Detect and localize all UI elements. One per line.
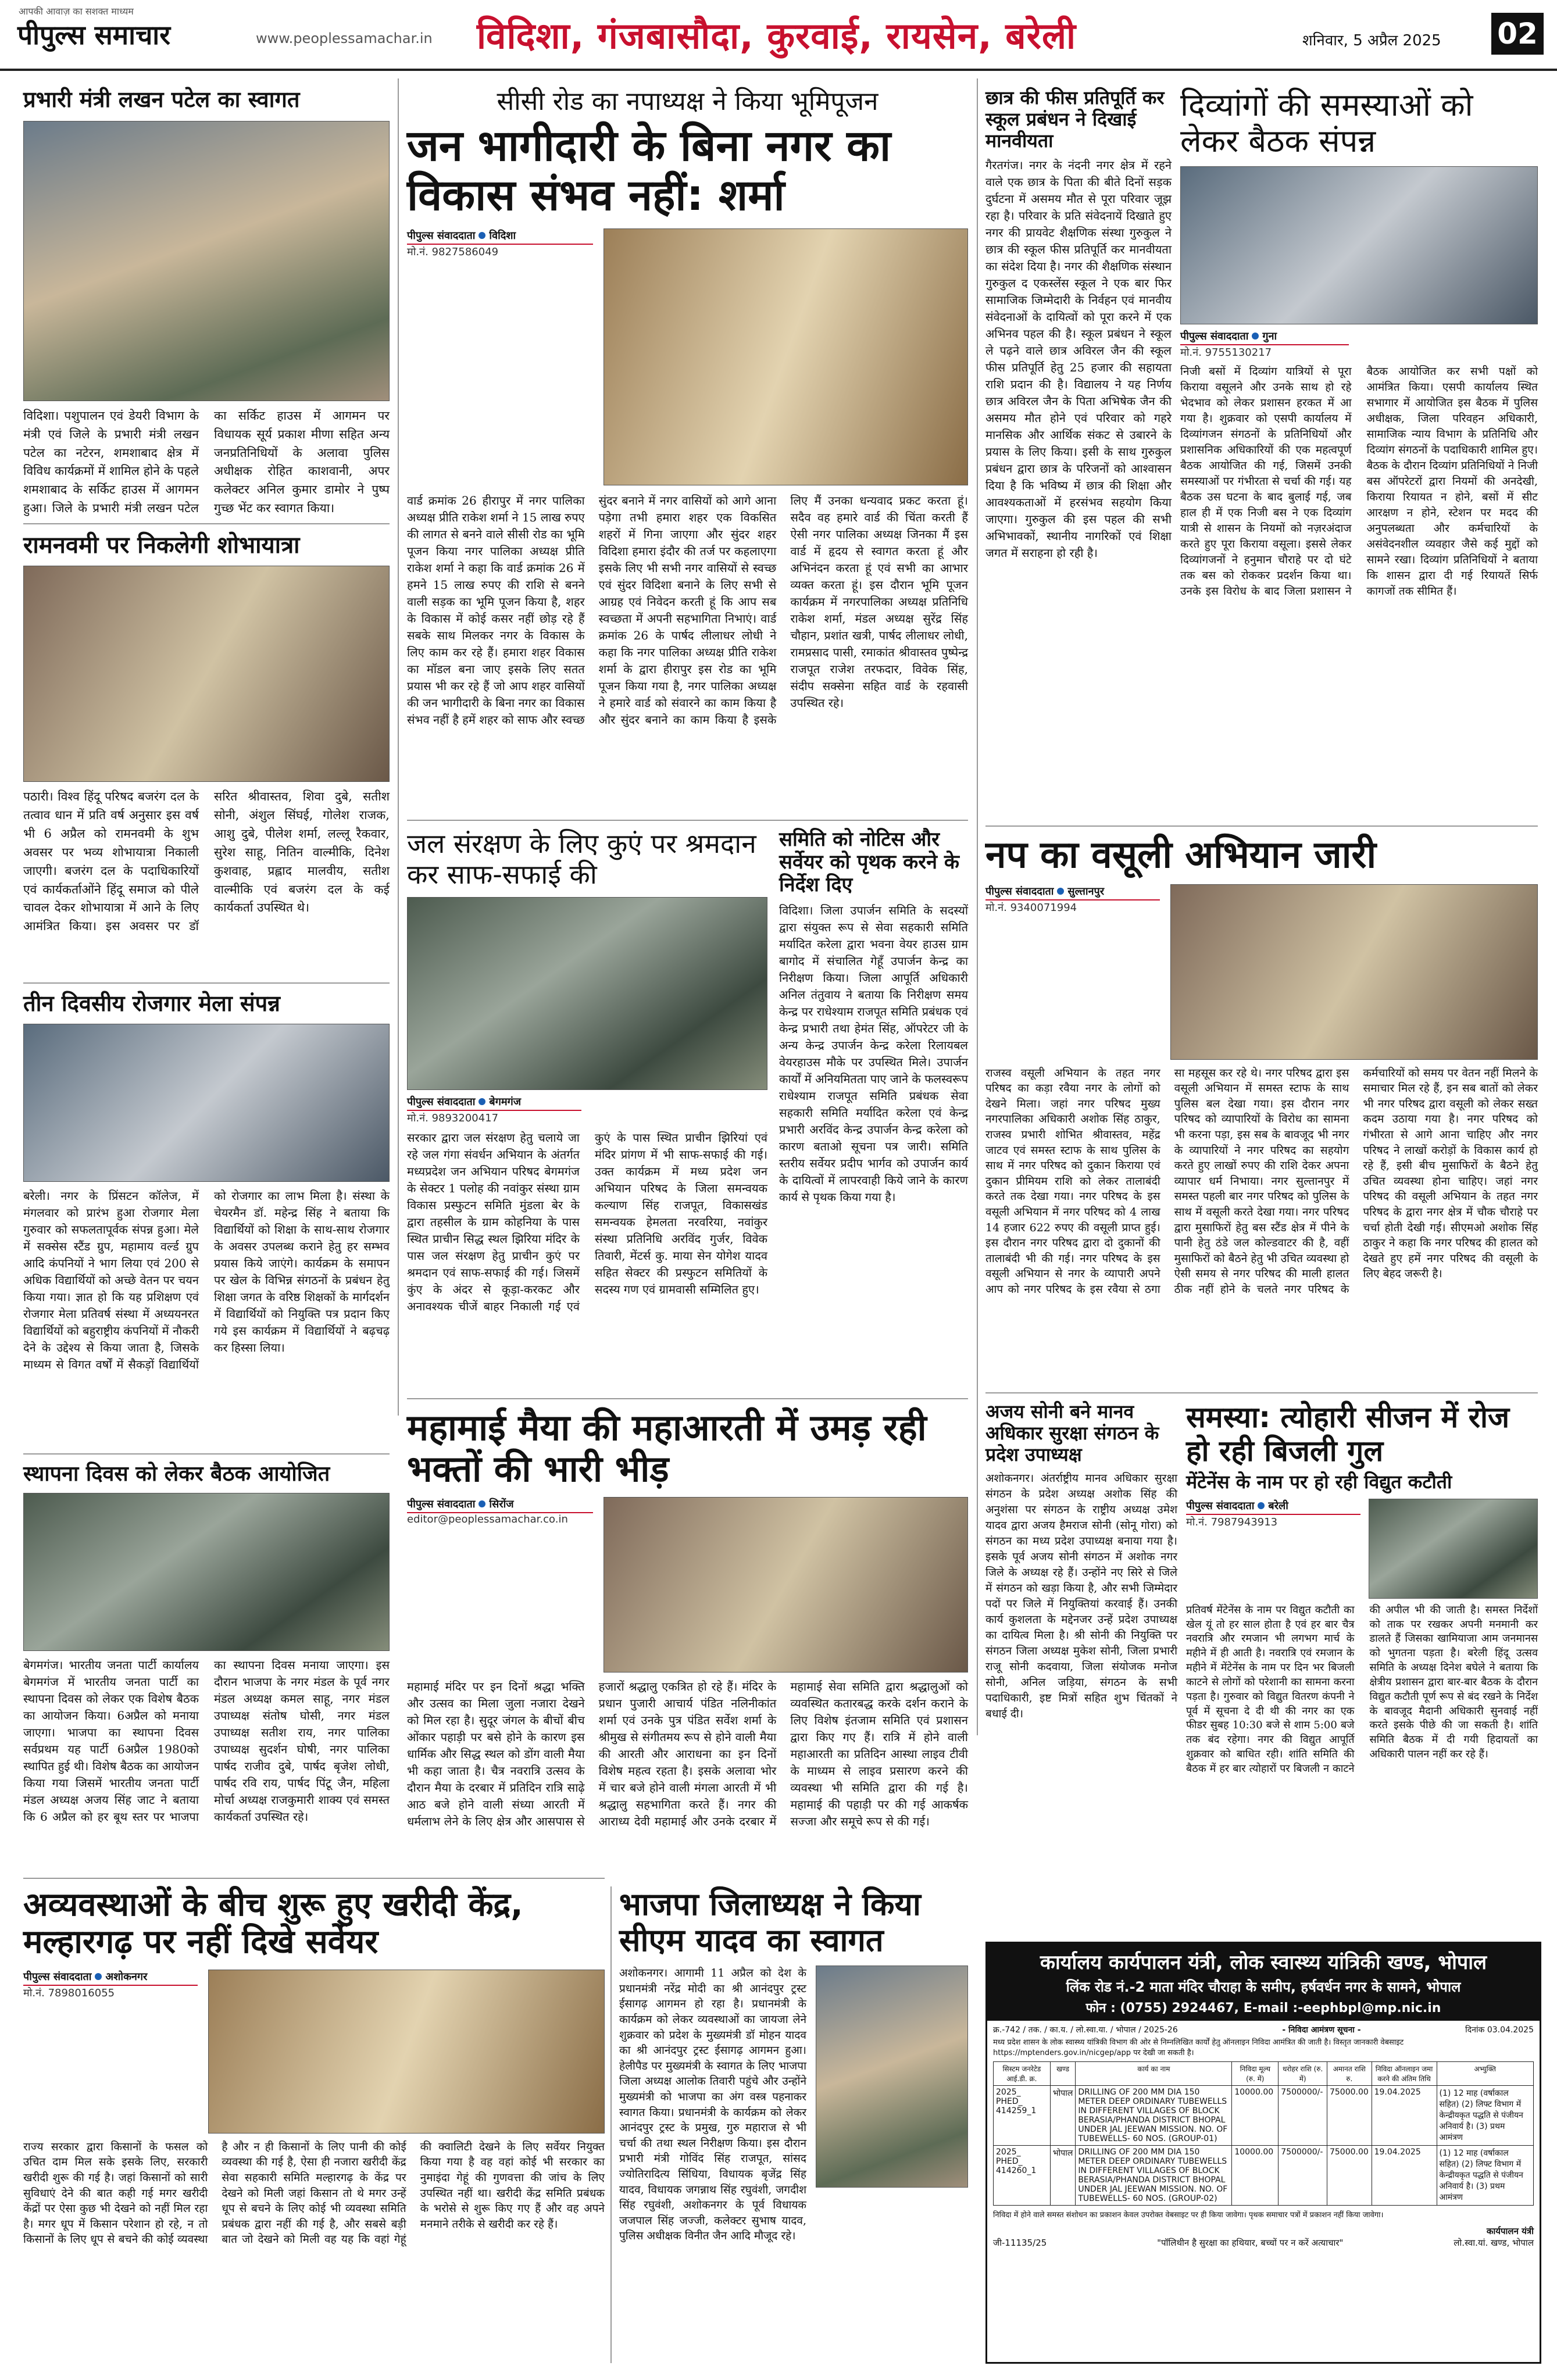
divider (407, 1398, 968, 1399)
table-cell-cost: 10000.00 (1232, 2086, 1279, 2146)
article-photo (23, 1493, 390, 1651)
column-header: खण्ड (1050, 2062, 1076, 2086)
table-cell-date: 19.04.2025 (1372, 2086, 1437, 2146)
article-minister-welcome (23, 87, 390, 518)
byline: पीपुल्स संवाददाता बेगमगंज (407, 1095, 581, 1111)
article-title: रामनवमी पर निकलेगी शोभायात्रा (23, 532, 300, 559)
tender-table (993, 2061, 1534, 2206)
byline: पीपुल्स संवाददाता बरेली (1186, 1499, 1360, 1515)
bullet-icon (95, 1973, 102, 1980)
article-foundation-day (23, 1462, 390, 1825)
reporter-mobile: मो.नं. 9755130217 (1180, 346, 1272, 359)
column-header: कार्य का नाम (1076, 2062, 1232, 2086)
column-divider (398, 78, 399, 1416)
ad-office: कार्यालय कार्यपालन यंत्री, लोक स्वास्थ्य यांत्रिकी खण्ड, भोपाल (987, 1943, 1540, 1976)
article-title: अजय सोनी बने मानव अधिकार सुरक्षा संगठन के प्रदेश उपाध्यक्ष (985, 1400, 1159, 1466)
article-body: विदिशा। पशुपालन एवं डेयरी विभाग के मंत्री एवं जिले के प्रभारी मंत्री लखन पटेल का नटेरन, शमशाबाद क्षेत्र में विविध कार्यक्रमों में शामिल होने के पहले शमशाबाद के सर्किट हाउस में आगमन हुआ। जिले के प्रभारी मंत्री लखन पटेल का सर्किट हाउस में आगमन पर विधायक सूर्य प्रकाश मीणा सहित अन्य जनप्रतिनिधियों के अलावा पुलिस अधीक्षक रोहित काशवानी, अपर कलेक्टर अनिल कुमार डामोर ने पुष्प गुच्छ भेंट कर स्वागत किया। (23, 408, 390, 516)
article-body: बरेली। नगर के प्रिंसटन कॉलेज, में मंगलवार को प्रारंभ हुआ रोजगार मेला गुरुवार को सफलतापूर्वक संपन्न हुआ। मेले में सक्सेस स्टैंड ग्रुप, महामाय वर्ल्ड ग्रुप आदि कंपनियों ने भाग लिया एवं 200 से अधिक विद्यार्थियों को अच्छे वेतन पर चयन किया गया। ज्ञात हो कि यह प्रशिक्षण एवं रोजगार मेला प्रतिवर्ष संस्था में अध्ययनरत विद्यार्थियों को बहुराष्ट्रीय कंपनियों में नौकरी देने के उद्देश्य से किया जाता है, जिसके माध्यम से विगत वर्षों में सैकड़ों विद्यार्थियों को रोजगार का लाभ मिला है। संस्था के चेयरमैन डॉ. महेन्द्र सिंह ने बताया कि विद्यार्थियों को शिक्षा के साथ-साथ रोजगार के अवसर उपलब्ध कराने हेतु हर सम्भव प्रयास किये जाएंगे। कार्यक्रम के समापन पर खेल के विभिन्न संगठनों के प्रबंधन हेतु शिक्षा जगत के वरिष्ठ शिक्षकों के मार्गदर्शन में विद्यार्थियों को नियुक्ति पत्र प्रदान किए गये इस कार्यक्रम में विद्यार्थियों ने बढ़चढ़ कर हिस्सा लिया। (23, 1188, 390, 1371)
ad-intro: मध्य प्रदेश शासन के लोक स्वास्थ्य यांत्रिकी विभाग की ओर से निम्नलिखित कार्यों हेतु ऑनलाइन निविदा आमंत्रित की जाती है। विस्तृत जानकारी वेबसाइट https://mptenders.gov.in/nicgep/app पर देखी जा सकती है। (993, 2038, 1404, 2057)
article-body: सरकार द्वारा जल संरक्षण हेतु चलाये जा रहे जल गंगा संवर्धन अभियान के अंतर्गत मध्यप्रदेश जन अभियान परिषद बेगमगंज के सेक्टर 1 पलोह की नवांकुर संस्था ग्राम विकास प्रस्फुटन समिति मुंडला बेर के द्वारा तहसील के ग्राम कोहनिया के पास स्थित प्राचीन सिद्ध स्थल झिरिया मंदिर के पास जल संरक्षण हेतु प्राचीन कुएं पर श्रमदान एवं साफ-सफाई की गई। जिसमें कुंए के अंदर से कूड़ा-करकट और अनावश्यक चीजें बाहर निकाली गई एवं कुएं के पास स्थित प्राचीन झिरियां एवं मंदिर प्रांगण में भी साफ-सफाई की गई। उक्त कार्यक्रम में मध्य प्रदेश जन अभियान परिषद के जिला समन्वयक कल्याण सिंह राजपूत, विकासखंड समन्वयक हेमलता नरवरिया, नवांकुर संस्था प्रतिनिधि अरविंद गुर्जर, विवेक तिवारी, मेंटर्स कु. माया सेन योगेश यादव सहित सेक्टर की प्रस्फुटन समितियों के सदस्य गण एवं ग्रामवासी सम्मिलित हुए। (407, 1130, 767, 1313)
table-cell-id: 2025_ PHED_ 414260_1 (994, 2146, 1051, 2206)
article-kicker: सीसी रोड का नपाध्यक्ष ने किया भूमिपूजन (497, 87, 879, 116)
article-title: दिव्यांगों की समस्याओं को लेकर बैठक संपन्न (1180, 87, 1473, 160)
website-link[interactable]: www.peoplessamachar.in (256, 30, 433, 47)
issue-date: शनिवार, 5 अप्रैल 2025 (1302, 32, 1441, 49)
ad-code: जी-11135/25 (993, 2238, 1047, 2249)
article-title: प्रभारी मंत्री लखन पटेल का स्वागत (23, 87, 300, 112)
article-cc-road (407, 87, 968, 728)
article-title: जन भागीदारी के बिना नगर का विकास संभव नहीं: शर्मा (407, 120, 891, 220)
edition-cities: विदिशा, गंजबासौदा, कुरवाई, रायसेन, बरेली (477, 15, 1077, 57)
article-photo (603, 228, 968, 485)
article-subtitle: मेंटेनेंस के नाम पर हो रही विद्युत कटौती (1186, 1471, 1452, 1493)
article-mahamai-aarti (407, 1407, 968, 1830)
masthead (0, 0, 1557, 71)
divider (407, 820, 968, 821)
article-body: राज्य सरकार द्वारा किसानों के फसल को उचित दाम मिल सके इसके लिए, सरकारी खरीदी शुरू की गई है। जहां किसानों को सारी सुविधाएं देने की बात कही गई मगर खरीदी केंद्रों पर ऐसा कुछ भी देखने को नहीं मिल रहा है। मगर धूप में किसान परेशान हो रहे, न तो किसानों के लिए धूप से बचने की कोई व्यवस्था है और न ही किसानों के लिए पानी की कोई व्यवस्था की गई है, ऐसा ही नजारा खरीदी केंद्र सेवा सहकारी समिति मल्हारगढ़ के केंद्र पर देखने को मिली जहां किसान तो थे मगर उन्हें धूप से बचने के लिए कोई भी व्यवस्था समिति प्रबंधक द्वारा नहीं की गई है, और सबसे बड़ी बात जो देखने को मिली वह यह कि वहां गेहूं की क्वालिटी देखने के लिए सर्वेयर नियुक्त किया गया है वह वहां कोई भी सरकार का नुमाइंदा गेहूं की गुणवत्ता की जांच के लिए उपस्थित नहीं था। खरीदी केंद्र समिति प्रबंधक के भरोसे से शुरू किए गए हैं और वह अपने मनमाने तरीके से खरीदी कर रहे हैं। (23, 2140, 605, 2246)
ad-contact: फोन : (0755) 2924467, E-mail :-eephbpl@mp.nic.in (987, 1997, 1540, 2021)
ad-ref-date: दिनांक 03.04.2025 (1465, 2025, 1534, 2035)
table-row (994, 2146, 1534, 2206)
article-title: अव्यवस्थाओं के बीच शुरू हुए खरीदी केंद्र, मल्हारगढ़ पर नहीं दिखे सर्वेयर (23, 1886, 523, 1961)
reporter-mobile: मो.नं. 9340071994 (985, 901, 1077, 914)
column-header: निविदा ऑनलाइन जमा करने की अंतिम तिथि (1372, 2062, 1437, 2086)
article-title: जल संरक्षण के लिए कुएं पर श्रमदान कर साफ-सफाई की (407, 828, 756, 890)
table-cell-division: भोपाल (1050, 2146, 1076, 2206)
ad-address: लिंक रोड नं.-2 माता मंदिर चौराहा के समीप, हर्षवर्धन नगर के सामने, भोपाल (987, 1976, 1540, 1997)
divider (23, 982, 390, 984)
ad-sign-office: लो.स्वा.यां. खण्ड, भोपाल (1454, 2238, 1534, 2249)
byline: पीपुल्स संवाददाता अशोकनगर (23, 1970, 198, 1986)
table-header-row (994, 2062, 1534, 2086)
email-link[interactable]: editor@peoplessamachar.co.in (407, 1513, 568, 1525)
ad-slogan: "पॉलिथीन है सुरक्षा का हथियार, बच्चों पर न करें अत्याचार" (1157, 2238, 1344, 2249)
column-header: सिस्टम जनरेटेड आई.डी. क्र. (994, 2062, 1051, 2086)
table-row (994, 2086, 1534, 2146)
article-body: निजी बसों में दिव्यांग यात्रियों से पूरा किराया वसूलने और उनके साथ हो रहे भेदभाव को लेकर प्रशासन हरकत में आ गया है। शुक्रवार को एसपी कार्यालय में दिव्यांगजन संगठनों के प्रतिनिधियों और प्रशासनिक अधिकारियों की एक महत्वपूर्ण बैठक आयोजित की गई, जिसमें उनकी समस्याओं पर गंभीरता से चर्चा की गई। यह बैठक उस घटना के बाद बुलाई गई, जब हाल ही में एक निजी बस ने एक दिव्यांग यात्री से शासन के नियमों को नज़रअंदाज करते हुए पूरा किराया वसूला। इससे लेकर दिव्यांगजनों ने हनुमान चौराहे पर दो घंटे तक बस को रोककर प्रदर्शन किया था। उनके इस विरोध के बाद जिला प्रशासन ने बैठक आयोजित कर सभी पक्षों को आमंत्रित किया। एसपी कार्यालय स्थित सभागार में आयोजित इस बैठक में पुलिस अधीक्षक, जिला परिवहन अधिकारी, सामाजिक न्याय विभाग के प्रतिनिधि और दिव्यांग संगठनों के पदाधिकारी शामिल हुए। बैठक के दौरान दिव्यांग प्रतिनिधियों ने निजी बस ऑपरेटरों द्वारा नियमों की अनदेखी, किराया रियायत न होने, बसों में सीट आरक्षण न होने, स्टेशन पर मदद की अनुपलब्धता और कर्मचारियों के असंवेदनशील व्यवहार जैसे कई मुद्दों को सामने रखा। दिव्यांग प्रतिनिधियों ने बताया कि शासन द्वारा दी गई रियायतें सिर्फ कागजों तक सीमित हैं। (1180, 365, 1538, 598)
table-cell-work: DRILLING OF 200 MM DIA 150 METER DEEP ORDINARY TUBEWELLS IN DIFFERENT VILLAGES OF BLOCK BERASIA/PHANDA DISTRICT BHOPAL UNDER JAL JEEWAN MISSION. NO. OF TUBEWELLS- 60 NOS. (GROUP-01) (1076, 2086, 1232, 2146)
column-divider (977, 78, 978, 1735)
article-body: राजस्व वसूली अभियान के तहत नगर परिषद का कड़ा रवैया नगर के लोगों को देखने मिला। जहां नगर परिषद मुख्य नगरपालिका अधिकारी अशोक सिंह ठाकुर, राजस्व प्रभारी शोभित श्रीवास्तव, महेंद्र जाटव एवं समस्त स्टाफ के साथ पुलिस के साथ में नगर परिषद को दुकान किराया एवं दुकान प्रीमियम राशि को लेकर तालाबंदी करते तक देखा गया। नगर परिषद के इस वसूली अभियान में नगर परिषद को 4 लाख 14 हजार 622 रुपए की वसूली प्राप्त हुई। इस दौरान नगर परिषद द्वारा दो दुकानों की तालाबंदी भी की गई। नगर परिषद के इस वसूली अभियान से नगर के व्यापारी अपने आप को नगर परिषद के इस रवैया से ठगा सा महसूस कर रहे थे। नगर परिषद द्वारा इस वसूली अभियान में समस्त स्टाफ के साथ पुलिस बल देखा गया। इस दौरान नगर परिषद को व्यापारियों के विरोध का सामना भी करना पड़ा, इस सब के बावजूद भी नगर के व्यापारियों ने नगर परिषद का सहयोग करते हुए लाखों रुपए की राशि देकर अपना व्यापार धर्म निभाया। नगर सुल्तानपुर में समस्त पहली बार नगर परिषद को पुलिस के साथ में वसूली करते देखा गया। नगर परिषद द्वारा मुसाफिरों हेतु बस स्टैंड क्षेत्र में पीने के पानी हेतु ठंडे जल कोल्डवाटर की है, वहीं मुसाफिरों को बैठने हेतु भी उचित व्यवस्था हो ऐसी समय से नगर परिषद की माली हालत ठीक नहीं होने के चलते नगर परिषद के कर्मचारियों को समय पर वेतन नहीं मिलने के समाचार मिल रहे हैं, इन सब बातों को लेकर भी नगर परिषद द्वारा वसूली को लेकर सख्त कदम उठाया गया है। नगर परिषद को गंभीरता से आगे आना चाहिए और नगर परिषद ने लाखों करोड़ों के विकास कार्य हो रहे हैं, इसी बीच मुसाफिरों के बैठने हेतु उचित व्यवस्था होना चाहिए। जहां नगर परिषद की वसूली अभियान के तहत नगर परिषद के द्वारा नगर क्षेत्र में चौक चौराहे पर चर्चा होती देखी गई। सीएमओ अशोक सिंह ठाकुर ने कहा कि नगर परिषद की हालत को देखते हुए हमें नगर परिषद की वसूली के लिए बेहद जरूरी है। (985, 1066, 1538, 1296)
bullet-icon (1057, 888, 1064, 895)
reporter-mobile: मो.नं. 9893200417 (407, 1112, 499, 1124)
table-cell-remark: (1) 12 माह (वर्षाकाल सहित) (2) लिफ्ट विभाग में केन्द्रीयकृत पद्धति से पंजीयन अनिवार्य है। (3) प्रथम आमंत्रण (1437, 2146, 1534, 2206)
table-cell-id: 2025_ PHED_ 414259_1 (994, 2086, 1051, 2146)
article-photo (816, 1966, 968, 2188)
article-disabled-meeting (1180, 87, 1538, 599)
column-header: अभ्युक्ति (1437, 2062, 1534, 2086)
divider (23, 1878, 605, 1879)
article-ramnavami (23, 532, 390, 936)
article-procurement-notice (779, 828, 968, 1206)
article-fee-reimbursement (985, 87, 1172, 562)
article-title: महामाई मैया की महाआरती में उमड़ रही भक्तों की भारी भीड़ (407, 1406, 927, 1491)
article-photo (603, 1497, 968, 1673)
divider (23, 523, 390, 524)
article-photo (23, 566, 390, 782)
article-title: स्थापना दिवस को लेकर बैठक आयोजित (23, 1462, 330, 1486)
article-photo (23, 1024, 390, 1182)
table-cell-remark: (1) 12 माह (वर्षाकाल सहित) (2) लिफ्ट विभाग में केन्द्रीयकृत पद्धति से पंजीयन अनिवार्य है। (3) प्रथम आमंत्रण (1437, 2086, 1534, 2146)
divider (985, 1392, 1538, 1393)
byline: पीपुल्स संवाददाता विदिशा (407, 228, 593, 245)
bullet-icon (478, 232, 485, 239)
article-tax-recovery (985, 834, 1538, 1298)
table-cell-date: 19.04.2025 (1372, 2146, 1437, 2206)
article-procurement-centres (23, 1886, 605, 2247)
reporter-mobile: मो.नं. 7898016055 (23, 1986, 115, 1999)
tagline: आपकी आवाज़ का सशक्त माध्यम (19, 6, 134, 17)
article-photo (1180, 166, 1538, 324)
article-title: समिति को नोटिस और सर्वेयर को पृथक करने के निर्देश दिए (779, 828, 959, 897)
column-header: निविदा मूल्य (रु. में) (1232, 2062, 1279, 2086)
article-title: तीन दिवसीय रोजगार मेला संपन्न (23, 991, 280, 1016)
table-cell-division: भोपाल (1050, 2086, 1076, 2146)
bullet-icon (478, 1098, 485, 1105)
page-number: 02 (1491, 13, 1544, 55)
byline: पीपुल्स संवाददाता सिरोंज (407, 1497, 593, 1513)
article-job-fair (23, 991, 390, 1373)
article-photo (407, 897, 767, 1090)
column-divider (610, 1886, 612, 2363)
table-cell-deposit: 75000.00 (1327, 2086, 1372, 2146)
table-cell-cost: 10000.00 (1232, 2146, 1279, 2206)
article-body: महामाई मंदिर पर इन दिनों श्रद्धा भक्ति और उत्सव का मिला जुला नजारा देखने को मिल रहा है। सुदूर जंगल के बीचों बीच ओंकार पहाड़ी पर बसे होने के कारण इस धार्मिक और सिद्ध स्थल को डोंग वाली मैया भी कहा जाता है। चैत्र नवरात्रि उत्सव के दौरान मैया के दरबार में प्रतिदिन रात्रि साढ़े आठ बजे होने वाली संध्या आरती में धर्मलाभ लेने के लिए क्षेत्र और आसपास से हजारों श्रद्धालु एकत्रित हो रहे हैं। मंदिर के प्रधान पुजारी आचार्य पंडित नलिनीकांत शर्मा एवं उनके पुत्र पंडित सर्वेश शर्मा के श्रीमुख से संगीतमय रूप से होने वाली मैया की आरती और आराधना का इन दिनों विशेष महत्व रहता है। इसके अलावा भोर में चार बजे होने वाली मंगला आरती में भी श्रद्धालु सहभागिता करते हैं। नगर की आराध्य देवी महामाई और उनके दरबार में महामाई सेवा समिति द्वारा श्रद्धालुओं को व्यवस्थित कतारबद्ध करके दर्शन कराने के लिए विशेष इंतजाम समिति एवं प्रशासन द्वारा किए गए हैं। रात्रि में होने वाली महाआरती का प्रतिदिन आस्था लाइव टीवी के माध्यम से लाइव प्रसारण करने की व्यवस्था भी समिति द्वारा की गई है। महामाई की पहाड़ी पर की गई आकर्षक सज्जा और समूचे रूप से की गई। (407, 1679, 968, 1828)
article-cm-welcome (619, 1886, 968, 2244)
article-title: भाजपा जिलाध्यक्ष ने किया सीएम यादव का स्वागत (619, 1886, 921, 1959)
article-human-rights (985, 1401, 1177, 1722)
divider (23, 1453, 390, 1455)
divider (985, 826, 1538, 827)
reporter-mobile: मो.नं. 7987943913 (1186, 1516, 1278, 1528)
article-body: वार्ड क्रमांक 26 हीरापुर में नगर पालिका अध्यक्ष प्रीति राकेश शर्मा ने 15 लाख रुपए की लागत से बनने वाले सीसी रोड का भूमि पूजन किया नगर पालिका अध्यक्ष प्रीति राकेश शर्मा ने कहा कि वार्ड क्रमांक 26 में हमने 15 लाख रुपए की राशि से बनने वाली सड़क का भूमि पूजन किया है, शहर के विकास में कोई कसर नहीं छोड़ रहे हैं सबके साथ मिलकर नगर के विकास के लिए काम कर रहे हैं। हमारा शहर विकास का मॉडल बना जाए इसके लिए सतत प्रयास भी कर रहे हैं जो आप शहर वासियों की जन भागीदारी के बिना नगर का विकास संभव नहीं है हमें शहर को साफ और स्वच्छ सुंदर बनाने में नगर वासियों को आगे आना पड़ेगा तभी हमारा शहर एक विकसित शहरों में गिना जाएगा और सुंदर शहर विदिशा हमारा इंदौर की तर्ज पर कहलाएगा इसके लिए भी सभी नगर वासियों से स्वच्छ एवं सुंदर विदिशा बनाने के लिए सभी से आग्रह एवं निवेदन करती हूं कि आप सब स्वच्छता में अपनी सहभागिता निभाएं। वार्ड क्रमांक 26 के पार्षद लीलाधर लोधी ने कहा कि नगर पालिका अध्यक्ष प्रीति राकेश शर्मा के द्वारा हीरापुर इस रोड का भूमि पूजन किया गया है, नगर पालिका अध्यक्ष ने हमारे वार्ड को संवारने का काम किया है और सुंदर बनाने का काम किया है इसके लिए मैं उनका धन्यवाद प्रकट करता हूं। सदैव वह हमारे वार्ड की चिंता करती हैं ऐसी नगर पालिका अध्यक्ष जिनका मैं इस वार्ड में हृदय से स्वागत करता हूं और अभिनंदन करता हूं एवं सभी का आभार व्यक्त करता हूं। इस दौरान भूमि पूजन कार्यक्रम में नगरपालिका अध्यक्ष प्रतिनिधि राकेश शर्मा, मंडल अध्यक्ष सुरेंद्र सिंह चौहान, प्रशांत खत्री, पार्षद लीलाधर लोधी, रामप्रसाद पासी, रमाकांत श्रीवास्तव पुष्पेन्द्र राजपूत राजेश तरफदार, विवेक सिंह, संदीप सक्सेना सहित वार्ड के रहवासी उपस्थित रहे। (407, 493, 968, 727)
bullet-icon (1252, 333, 1259, 340)
article-body: अशोकनगर। आगामी 11 अप्रैल को देश के प्रधानमंत्री नरेंद्र मोदी का श्री आनंदपुर ट्रस्ट ईसागढ़ आगमन हो रहा है। प्रधानमंत्री के कार्यक्रम को लेकर व्यवस्थाओं का जायजा लेने शुक्रवार को प्रदेश के मुख्यमंत्री डॉ मोहन यादव का श्री आनंदपुर ट्रस्ट ईसागढ़ आगमन हुआ। हेलीपैड पर मुख्यमंत्री के स्वागत के लिए भाजपा जिला अध्यक्ष आलोक तिवारी पहुंचे और उन्होंने मुख्यमंत्री को भाजपा का अंग वस्त्र पहनाकर स्वागत किया। प्रधानमंत्री के कार्यक्रम को लेकर आनंदपुर ट्रस्ट के प्रमुख, गुरु महाराज से भी चर्चा की तथा स्थल निरीक्षण किया। इस दौरान प्रभारी मंत्री गोविंद सिंह राजपूत, सांसद ज्योतिरादित्य सिंधिया, विधायक बृजेंद्र सिंह यादव, विधायक जगन्नाथ सिंह रघुवंशी, जगदीश सिंह रघुवंशी, अशोकनगर के पूर्व विधायक जजपाल सिंह जज्जी, कलेक्टर सुभाष यादव, पुलिस अधीक्षक विनीत जैन आदि मौजूद रहे। (619, 1967, 806, 2243)
bullet-icon (478, 1500, 485, 1507)
table-cell-deposit: 75000.00 (1327, 2146, 1372, 2206)
byline: पीपुल्स संवाददाता गुना (1180, 329, 1349, 345)
article-body: बेगमगंज। भारतीय जनता पार्टी कार्यालय बेगमगंज में भारतीय जनता पार्टी का स्थापना दिवस को लेकर एक विशेष बैठक का आयोजन किया। 6अप्रैल को मनाया जाएगा। भाजपा का स्थापना दिवस सर्वप्रथम यह पार्टी 6अप्रैल 1980को स्थापित हुई थी। विशेष बैठक का आयोजन किया गया जिसमें भारतीय जनता पार्टी मंडल अध्यक्ष अजय सिंह जाट ने बताया कि 6 अप्रैल को हर बूथ स्तर पर भाजपा का स्थापना दिवस मनाया जाएगा। इस दौरान भाजपा के नगर मंडल के पूर्व नगर मंडल अध्यक्ष कमल साहू, नगर मंडल उपाध्यक्ष संतोष घोसी, नगर मंडल उपाध्यक्ष सतीश राय, नगर पालिका उपाध्यक्ष सुदर्शन घोषी, नगर पालिका पार्षद राजीव दुबे, पार्षद बृजेश लोधी, पार्षद रवि राय, पार्षद पिंटू जैन, महिला मोर्चा अध्यक्ष राजकुमारी शाक्य एवं समस्त कार्यकर्ता उपस्थित रहे। (23, 1658, 390, 1824)
article-body: प्रतिवर्ष मेंटेनेंस के नाम पर विद्युत कटौती का खेल यूं तो हर साल होता है एवं हर बार चैत्र नवरात्रि और रमजान भी लगभग मार्च के महीने में ही आती है। नवरात्रि एवं रमजान के महीने में मेंटेनेंस के नाम पर दिन भर बिजली काटने से लोगों को परेशानी का सामना करना पड़ता है। गुरुवार को विद्युत वितरण कंपनी ने पूर्व में सूचना दे दी थी की नगर का एक फीडर सुबह 10:30 बजे से शाम 5:00 बजे तक बंद रहेगा। नगर की विद्युत आपूर्ति शुक्रवार को बाधित रही। शांति समिति की बैठक में हर बार त्योहारों पर बिजली न काटने की अपील भी की जाती है। समस्त निर्देशों को ताक पर रखकर अपनी मनमानी कर डालते हैं जिसका खामियाजा आम जनमानस को भुगतना पड़ता है। बरेली हिंदू उत्सव समिति के अध्यक्ष दिनेश बघेले ने बताया कि क्षेत्रीय प्रशासन द्वारा बार-बार बैठक के दौरान विद्युत कटौती पूर्ण रूप से बंद रखने के निर्देश के बावजूद मैदानी अधिकारी सुनवाई नहीं करते इसके पीछे की जा सकती है। शांति समिति बैठक में दी गयी हिदायतों का अधिकारी पालन नहीं कर रहे हैं। (1186, 1603, 1538, 1775)
table-cell-emd: 7500000/- (1279, 2086, 1327, 2146)
article-photo (1369, 1499, 1538, 1599)
column-header: अमानत राशि रु. (1327, 2062, 1372, 2086)
article-body: विदिशा। जिला उपार्जन समिति के सदस्यों द्वारा संयुक्त रूप से सेवा सहकारी समिति मर्यादित करेला द्वारा भवना वेयर हाउस ग्राम बागोद में संचालित गेहूँ उपार्जन केन्द्र का निरीक्षण किया। जिला आपूर्ति अधिकारी अनिल तंतुवाय ने बताया कि निरीक्षण समय केन्द्र पर राधेश्याम राजपूत समिति प्रबंधक एवं केन्द्र प्रभारी तथा हेमंत सिंह, ऑपरेटर जी के अन्य केन्द्र उपार्जन केन्द्र करेला रिलायबल वेयरहाउस मौके पर उपस्थित मिले। उपार्जन कार्यों में अनियमितता पाए जाने के फलस्वरूप राधेश्याम राजपूत समिति प्रबंधक सेवा सहकारी समिति मर्यादित करेला एवं केन्द्र प्रभारी अरविंद केन्द्र उपार्जन केन्द्र करेला को कारण बताओ सूचना पत्र जारी। समिति स्तरीय सर्वेयर प्रदीप भार्गव को उपार्जन कार्य के दायित्वों में लापरवाही किये जाने के कारण कार्य से पृथक किया गया है। (779, 903, 968, 1205)
ad-sign-title: कार्यपालन यंत्री (1486, 2226, 1534, 2237)
article-power-cut (1186, 1401, 1538, 1777)
ad-notice: - निविदा आमंत्रण सूचना - (1282, 2025, 1361, 2035)
column-header: धरोहर राशि (रु. में) (1279, 2062, 1327, 2086)
article-photo (208, 1970, 605, 2134)
table-cell-emd: 7500000/- (1279, 2146, 1327, 2206)
article-body: अशोकनगर। अंतर्राष्ट्रीय मानव अधिकार सुरक्षा संगठन के प्रदेश अध्यक्ष अशोक सिंह की अनुशंसा पर संगठन के राष्ट्रीय अध्यक्ष उमेश यादव द्वारा अजय हैमराज सोनी (सोनू गोरा) को संगठन का मध्य प्रदेश उपाध्यक्ष बनाया गया है। इसके पूर्व अजय सोनी संगठन में अशोक नगर जिले के अध्यक्ष रहे हैं। उन्होंने नए सिरे से जिले में संगठन को खड़ा किया है, और सभी जिम्मेदार पदों पर जिले में नियुक्तियां करवाई हैं। उनकी कार्य कुशलता के मद्देनजर उन्हें प्रदेश उपाध्यक्ष का दायित्व मिला है। श्री सोनी की नियुक्ति पर संगठन जिला अध्यक्ष मुकेश सोनी, जिला प्रभारी राजू सोनी कदवाया, जिला संयोजक मनोज सोनी, अनिल जड़िया, संगठन के सभी पदाधिकारी, इष्ट मित्रों सहित शुभ चिंतकों ने बधाई दी। (985, 1472, 1177, 1720)
table-cell-work: DRILLING OF 200 MM DIA 150 METER DEEP ORDINARY TUBEWELLS IN DIFFERENT VILLAGES OF BLOCK BERASIA/PHANDA DISTRICT BHOPAL UNDER JAL JEEWAN MISSION. NO. OF TUBEWELLS- 60 NOS. (GROUP-02) (1076, 2146, 1232, 2206)
tender-advertisement (985, 1942, 1541, 2364)
logo[interactable]: आपकी आवाज़ का सशक्त माध्यम पीपुल्स समाचार (17, 6, 171, 51)
article-water-conservation (407, 828, 767, 1315)
ad-ref: क्र.-742 / तक. / का.य. / लो.स्वा.या. / भोपाल / 2025-26 (993, 2025, 1178, 2035)
byline: पीपुल्स संवाददाता सुल्तानपुर (985, 884, 1160, 900)
bullet-icon (1258, 1502, 1265, 1509)
article-title: नप का वसूली अभियान जारी (985, 834, 1377, 877)
article-body: गैरतगंज। नगर के नंदनी नगर क्षेत्र में रहने वाले एक छात्र के पिता की बीते दिनों सड़क दुर्घटना में असमय मौत से पूरा परिवार जूझ रहा है। परिवार के प्रति संवेदनायें दिखाते हुए नगर की प्रायवेट शैक्षणिक संस्था गुरुकुल ने छात्र की स्कूल फीस प्रतिपूर्ति कर मानवीयता का संदेश दिया है। नगर की शैक्षणिक संस्थान गुरुकुल द एकस्लेंस स्कूल ने एक बार फिर सामाजिक जिम्मेदारी के निर्वहन एवं मानवीय संवेदनाओं के दायित्वों को पूरा करने में एक अभिनव पहल की है। स्कूल प्रबंधन ने स्कूल ले पढ़ने वाले छात्र अविरल जैन की स्कूल फीस प्रतिपूर्ति हेतु 25 हजार की सहायता राशि प्रदान की है। विद्यालय ने यह निर्णय छात्र अविरल जैन के पिता अभिषेक जैन की असमय मौत होने एवं परिवार को गहरे मानसिक और आर्थिक संकट से उबारने के प्रयास के लिए किया। इसी के साथ गुरुकुल प्रबंधन द्वारा छात्र के परिजनों को आश्वासन दिया है कि भविष्य में छात्र की शिक्षा और आवश्यकताओं में हरसंभव सहयोग किया जाएगा। गुरुकुल की इस पहल की सभी अभिभावकों, स्थानीय नागरिकों एवं शिक्षा जगत में सराहना हो रही है। (985, 158, 1172, 560)
article-body: पठारी। विश्व हिंदू परिषद बजरंग दल के तत्वाव धान में प्रति वर्ष अनुसार इस वर्ष भी 6 अप्रैल को रामनवमी के शुभ अवसर पर भव्य शोभायात्रा निकाली जाएगी। बजरंग दल के पदाधिकारियों एवं कार्यकर्ताओंने हिंदू समाज को पीले चावल देकर शोभायात्रा में आने के लिए आमंत्रित किया। इस अवसर पर डॉ सरित श्रीवास्तव, शिवा दुबे, सतीश सोनी, अंशुल सिंघई, गोलेश राजक, आशु दुबे, पीलेश शर्मा, लल्लू रैकवार, सुरेश साहू, नितिन वाल्मीकि, दिनेश कुशवाह, प्रह्लाद मालवीय, सतीश वाल्मीकि एवं बजरंग दल के कई कार्यकर्ता उपस्थित थे। (23, 789, 390, 934)
article-title: छात्र की फीस प्रतिपूर्ति कर स्कूल प्रबंधन ने दिखाई मानवीयता (985, 87, 1165, 152)
article-photo (23, 121, 390, 401)
article-photo (1170, 884, 1538, 1060)
reporter-mobile: मो.नं. 9827586049 (407, 245, 499, 258)
ad-footnote: निविदा में होने वाले समस्त संशोधन का प्रकाशन केवल उपरोक्त वेबसाइट पर ही किया जावेगा। पृथक समाचार पत्रों में प्रकाशन नहीं किया जावेगा। (993, 2211, 1384, 2220)
article-title: समस्या: त्योहारी सीजन में रोज हो रही बिजली गुल (1186, 1400, 1510, 1468)
